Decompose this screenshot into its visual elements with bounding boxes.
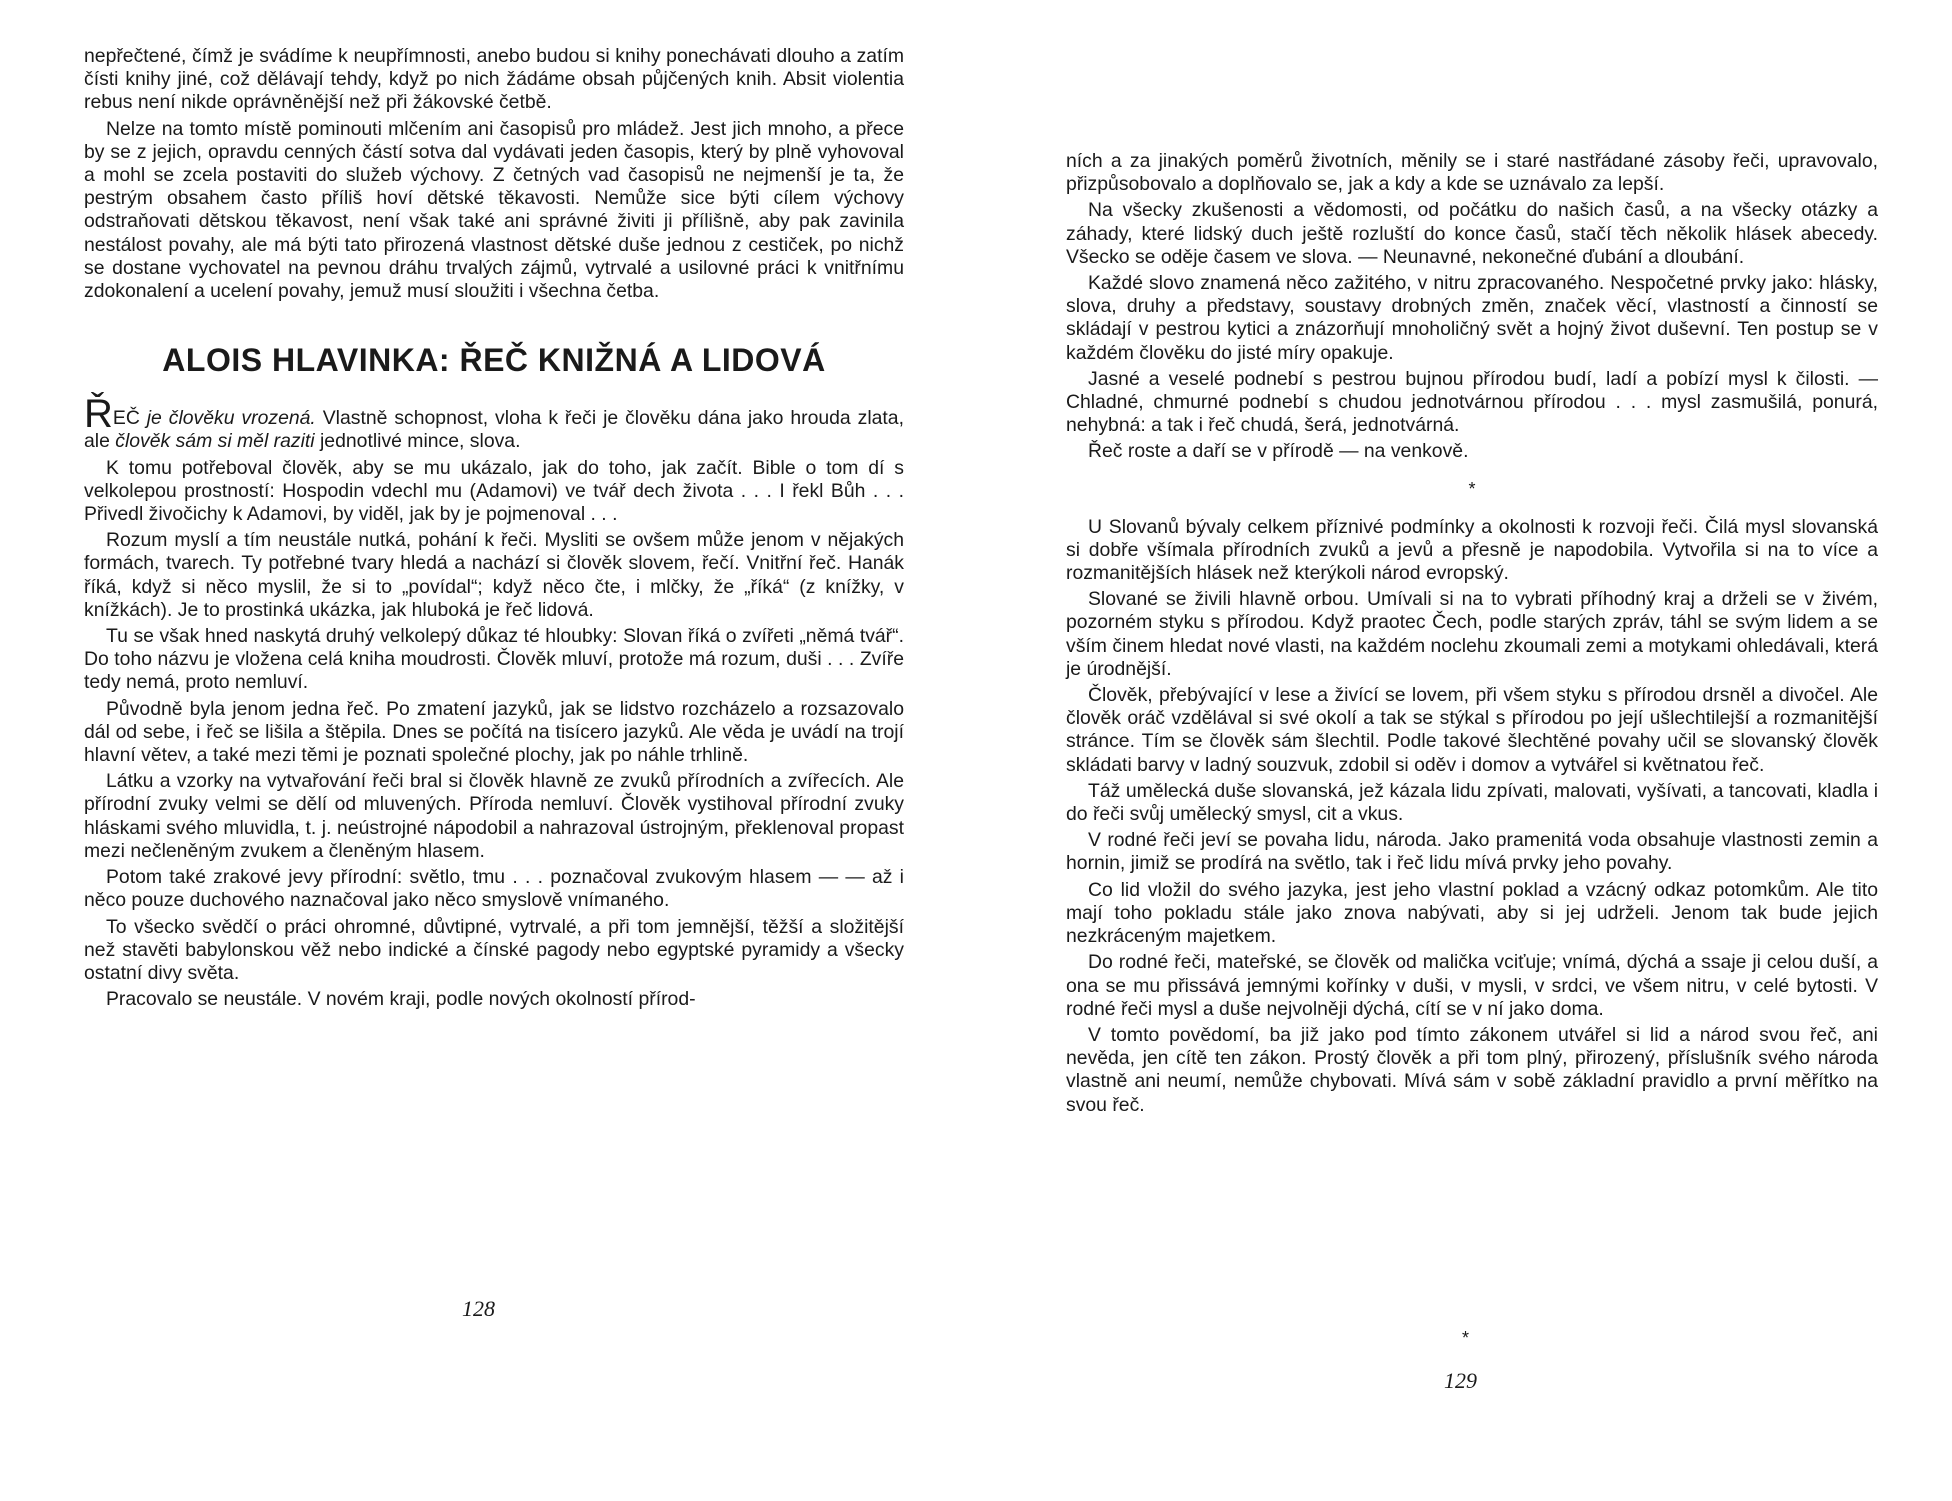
paragraph: Na všecky zkušenosti a vědomosti, od počátku do našich časů, a na všecky otázky a záhady, které lidský duch ještě rozluští do konce časů, stačí těch několik hlásek abecedy. Všecko se oděje časem ve slova. — Neunavné, nekonečné ďubání a dloubání.: [1066, 199, 1878, 268]
paragraph: To všecko svědčí o práci ohromné, důvtipné, vytrvalé, a při tom jemnější, těžší a složitější než stavěti babylonskou věž nebo indické a čínské pagody nebo egyptské pyramidy a všecky ostatní divy světa.: [84, 915, 904, 984]
page-number: 129: [1444, 1368, 1477, 1393]
drop-cap: Ř: [84, 392, 113, 437]
paragraph: Jasné a veselé podnebí s pestrou bujnou přírodou budí, ladí a pobízí mysl k čilosti. — Chladné, chmurné podnebí s chudou jednotvárnou přírodou . . . mysl zasmušilá, ponurá, nehybná: a tak i řeč chudá, šerá, jednotvárná.: [1066, 367, 1878, 437]
emphasis: člověk sám si měl raziti: [115, 430, 315, 453]
paragraph: Slované se živili hlavně orbou. Umívali si na to vybrati příhodný kraj a drželi se v živém, pozorném styku s přírodou. Když praotec Čech, podle starých zpráv, táhl se svým lidem a se vším činem hledat nové vlasti, na každém noclehu zkoumali zemi a motykami ohledávali, která je úrodnější.: [1066, 588, 1878, 680]
text-run: jednotlivé mince, slova.: [314, 430, 521, 453]
text-run: EČ: [112, 407, 147, 430]
paragraph: U Slovanů bývaly celkem příznivé podmínky a okolnosti k rozvoji řeči. Čilá mysl slovanská si dobře všímala přírodních zvuků a jevů a přesně je napodobila. Vytvořila si na to více a rozmanitějších hlásek než kterýkoli národ evropský.: [1066, 515, 1878, 585]
paragraph: Co lid vložil do svého jazyka, jest jeho vlastní poklad a vzácný odkaz potomkům. Ale tito mají toho pokladu stále jako znova nabývati, aby si jej udrželi. Jenom tak bude jejich nezkráceným majetkem.: [1066, 878, 1878, 948]
section-separator: *: [1468, 478, 1476, 499]
paragraph: Člověk, přebývající v lese a živící se lovem, při všem styku s přírodou drsněl a divočel. Ale člověk oráč vzdělával si své okolí a tak se stýkal s přírodou po její ušlechtilejší a rozmanitější stránce. Tím se člověk sám šlechtil. Podle takové šlechtěné povahy učil se slovanský člověk skládati barvy v ladný souzvuk, zdobil si oděv i domov a vytvářel si květnatou řeč.: [1066, 684, 1878, 776]
paragraph: Pracovalo se neustále. V novém kraji, podle nových okolností přírod-: [106, 988, 696, 1011]
right-page: [1066, 150, 1878, 1120]
paragraph: V tomto povědomí, ba již jako pod tímto zákonem utvářel si lid a národ svou řeč, ani nevěda, jen cítě ten zákon. Prostý člověk a při tom plný, přirozený, příslušník svého národa vlastně ani neumí, nemůže chybovati. Mívá sám v sobě základní pravidlo a první měřítko na svou řeč.: [1066, 1023, 1878, 1116]
page-number: 128: [462, 1296, 495, 1321]
text-run: Vlastně schopnost, vloha k řeči je člověku dána jako hrouda zlata, ale: [84, 407, 904, 453]
paragraph: Původně byla jenom jedna řeč. Po zmatení jazyků, jak se lidstvo rozcházelo a rozsazovalo dál od sebe, i řeč se lišila a štěpila. Dnes se počítá na tisícero jazyků. Ale věda je uvádí na trojí hlavní větev, a také mezi těmi je poznati společné plochy, jak po náhle trhlině.: [84, 697, 904, 767]
paragraph: Potom také zrakové jevy přírodní: světlo, tmu . . . poznačoval zvukovým hlasem — — až i něco pouze duchového naznačoval jako něco smyslově vnímaného.: [84, 866, 904, 912]
left-page: [84, 45, 904, 1014]
paragraph: V rodné řeči jeví se povaha lidu, národa. Jako pramenitá voda obsahuje vlastnosti zemin a hornin, jimiž se prodírá na světlo, tak i řeč lidu mívá prvky jeho povahy.: [1066, 829, 1878, 875]
paragraph: Nelze na tomto místě pominouti mlčením ani časopisů pro mládež. Jest jich mnoho, a přece by se z jejich, opravdu cenných částí sotva dal vydávati jeden časopis, který by plně vyhovoval a mohl se zcela postaviti do služeb výchovy. Z četných vad časopisů ne nejmenší je ta, že pestrým obsahem často příliš hoví dětské těkavosti. Nemůže sice býti cílem výchovy odstraňovati dětskou těkavost, není však také ani správné živiti ji přílišně, aby pak zavinila nestálost povahy, ale má býti tato přirozená vlastnost dětské duše jednou z cestiček, po nichž se dostane vychovatel na pevnou dráhu trvalých zájmů, vytrvalé a usilovné práci k vnitřnímu zdokonalení a ucelení povahy, jemuž musí sloužiti i všechna četba.: [84, 117, 904, 303]
paragraph: nepřečtené, čímž je svádíme k neupřímnosti, anebo budou si knihy ponechávati dlouho a zatím čísti knihy jiné, což dělávají tehdy, když po nich žádáme obsah půjčených knih. Absit violentia rebus není nikde oprávněnější než při žákovské četbě.: [84, 45, 904, 114]
paragraph: Látku a vzorky na vytvařování řeči bral si člověk hlavně ze zvuků přírodních a zvířecích. Ale přírodní zvuky velmi se dělí od mluvených. Příroda nemluví. Člověk vystihoval přírodní zvuky hláskami svého mluvidla, t. j. neústrojné nápodobil a nahrazoval ústrojným, překlenoval propast mezi nečleněným zvukem a členěným hlasem.: [84, 770, 904, 862]
paragraph: Táž umělecká duše slovanská, jež kázala lidu zpívati, malovati, vyšívati, a tancovati, kladla i do řeči svůj umělecký smysl, cit a vkus.: [1066, 779, 1878, 826]
end-separator: *: [1462, 1328, 1470, 1348]
paragraph: Každé slovo znamená něco zažitého, v nitru zpracovaného. Nespočetné prvky jako: hlásky, slova, druhy a představy, soustavy drobných změn, značek věcí, vlastností a činností se skládají v pestrou kytici a znázorňují mnoholičný svět a hojný život duševní. Ten postup se v každém člověku do jisté míry opakuje.: [1066, 272, 1878, 364]
paragraph: Tu se však hned naskytá druhý velkolepý důkaz té hloubky: Slovan říká o zvířeti „němá tvář“. Do toho názvu je vložena celá kniha moudrosti. Člověk mluví, protože má rozum, duši . . . Zvíře tedy nemá, proto nemluví.: [84, 625, 904, 694]
emphasis: je člověku vrozená.: [146, 407, 316, 430]
paragraph: ních a za jinakých poměrů životních, měnily se i staré nastřádané zásoby řeči, upravovalo, přizpůsobovalo a doplňovalo se, jak a kdy a kde se uznávalo za lepší.: [1066, 150, 1878, 196]
opening-paragraph: [84, 392, 904, 453]
paragraph: Do rodné řeči, mateřské, se člověk od malička vciťuje; vnímá, dýchá a ssaje ji celou duší, a ona se mu přissává jemnými kořínky v duši, v mysli, v srdci, ve všem nitru, v celé bytosti. V rodné řeči mysl a duše nejvolněji dýchá, cítí se v ní jako doma.: [1066, 951, 1878, 1020]
paragraph: K tomu potřeboval člověk, aby se mu ukázalo, jak do toho, jak začít. Bible o tom dí s velkolepou prostností: Hospodin vdechl mu (Adamovi) ve tvář dech života . . . I řekl Bůh . . . Přivedl živočichy k Adamovi, by viděl, jak by je pojmenoval . . .: [84, 456, 904, 526]
chapter-heading: ALOIS HLAVINKA: ŘEČ KNIŽNÁ A LIDOVÁ: [162, 342, 826, 379]
paragraph: Řeč roste a daří se v přírodě — na venkově.: [1088, 440, 1469, 463]
paragraph: Rozum myslí a tím neustále nutká, pohání k řeči. Mysliti se ovšem může jenom v nějakých formách, tvarech. Ty potřebné tvary hledá a nachází si člověk slovem, řečí. Vnitřní řeč. Hanák říká, když si něco myslil, že si to „povídal“; když něco čte, i mlčky, že „říká“ (z knížky, v knížkách). Je to prostinká ukázka, jak hluboká je řeč lidová.: [84, 529, 904, 621]
